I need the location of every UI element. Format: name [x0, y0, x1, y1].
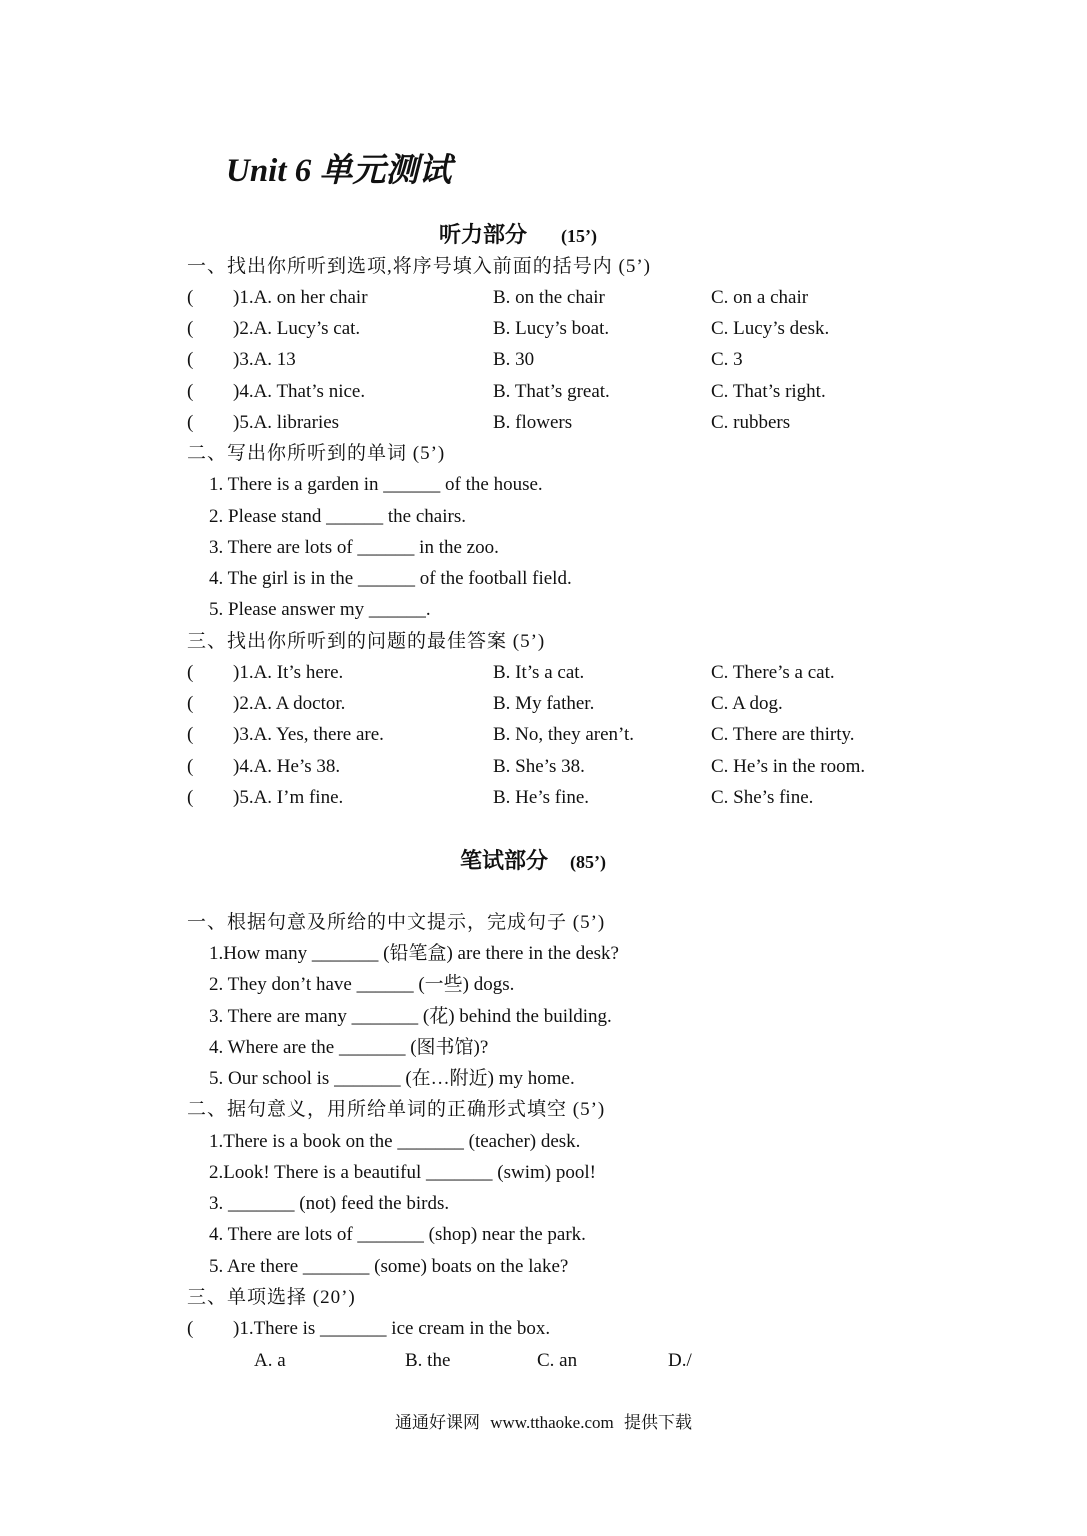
choice-option: D./: [668, 1350, 692, 1371]
listening-part3-heading: 三、找出你所听到的问题的最佳答案 (5’): [187, 631, 546, 652]
answer-bracket[interactable]: (: [187, 756, 194, 777]
option-b: B. Lucy’s boat.: [493, 318, 610, 339]
option-c: C. That’s right.: [711, 381, 826, 402]
page-footer: [0, 1408, 1087, 1433]
answer-bracket[interactable]: (: [187, 787, 194, 808]
page-title: Unit 6 单元测试: [226, 153, 452, 189]
fill-blank-item: 5. Please answer my ______.: [209, 599, 431, 620]
option-a: )2.A. A doctor.: [233, 693, 346, 714]
option-c: C. Lucy’s desk.: [711, 318, 830, 339]
answer-bracket[interactable]: (: [187, 318, 194, 339]
written-part2-heading: 二、据句意义，用所给单词的正确形式填空 (5’): [187, 1099, 606, 1120]
answer-bracket[interactable]: (: [187, 412, 194, 433]
footer-url[interactable]: www.tthaoke.com: [490, 1413, 614, 1432]
footer-site-name: 通通好课网: [394, 1413, 480, 1432]
option-c: C. 3: [711, 349, 743, 370]
fill-blank-item: 5. Are there _______ (some) boats on the lake?: [209, 1256, 569, 1277]
listening-section-header: [439, 218, 597, 249]
option-b: B. on the chair: [493, 287, 605, 308]
fill-blank-item: 2. They don’t have ______ (一些) dogs.: [209, 974, 515, 995]
option-b: B. No, they aren’t.: [493, 724, 635, 745]
option-c: C. A dog.: [711, 693, 783, 714]
fill-blank-item: 1.There is a book on the _______ (teacher) desk.: [209, 1131, 581, 1152]
fill-blank-item: 3. There are many _______ (花) behind the building.: [209, 1006, 612, 1027]
answer-bracket[interactable]: (: [187, 662, 194, 683]
choice-option: B. the: [405, 1350, 451, 1371]
fill-blank-item: 3. There are lots of ______ in the zoo.: [209, 537, 499, 558]
question-stem: )1.There is _______ ice cream in the box.: [233, 1318, 551, 1339]
option-b: B. That’s great.: [493, 381, 610, 402]
answer-bracket[interactable]: (: [187, 349, 194, 370]
option-a: )5.A. I’m fine.: [233, 787, 344, 808]
written-part1-heading: 一、根据句意及所给的中文提示，完成句子 (5’): [187, 912, 606, 933]
choice-option: A. a: [254, 1350, 286, 1371]
written-part3-heading: 三、单项选择 (20’): [187, 1287, 356, 1308]
fill-blank-item: 4. Where are the _______ (图书馆)?: [209, 1037, 489, 1058]
option-b: B. He’s fine.: [493, 787, 590, 808]
listening-part1-heading: 一、找出你所听到选项,将序号填入前面的括号内 (5’): [187, 256, 651, 277]
option-a: )5.A. libraries: [233, 412, 340, 433]
written-section-header: [460, 844, 606, 875]
fill-blank-item: 4. The girl is in the ______ of the football field.: [209, 568, 572, 589]
answer-bracket[interactable]: (: [187, 287, 194, 308]
fill-blank-item: 3. _______ (not) feed the birds.: [209, 1193, 450, 1214]
option-a: )1.A. It’s here.: [233, 662, 344, 683]
option-a: )4.A. He’s 38.: [233, 756, 341, 777]
fill-blank-item: 1.How many _______ (铅笔盒) are there in the desk?: [209, 943, 619, 964]
option-b: B. 30: [493, 349, 535, 370]
written-heading: 笔试部分: [460, 848, 549, 873]
option-b: B. flowers: [493, 412, 573, 433]
option-a: )4.A. That’s nice.: [233, 381, 366, 402]
listening-heading: 听力部分: [439, 222, 528, 247]
option-b: B. It’s a cat.: [493, 662, 585, 683]
fill-blank-item: 5. Our school is _______ (在…附近) my home.: [209, 1068, 575, 1089]
option-c: C. There are thirty.: [711, 724, 855, 745]
written-score: (85’): [570, 852, 606, 872]
option-c: C. She’s fine.: [711, 787, 814, 808]
fill-blank-item: 1. There is a garden in ______ of the house.: [209, 474, 543, 495]
answer-bracket[interactable]: (: [187, 693, 194, 714]
footer-note: 提供下载: [624, 1413, 693, 1432]
listening-score: (15’): [561, 226, 597, 246]
option-b: B. She’s 38.: [493, 756, 585, 777]
choice-option: C. an: [537, 1350, 578, 1371]
fill-blank-item: 4. There are lots of _______ (shop) near the park.: [209, 1224, 586, 1245]
option-a: )1.A. on her chair: [233, 287, 368, 308]
option-a: )2.A. Lucy’s cat.: [233, 318, 361, 339]
answer-bracket[interactable]: (: [187, 381, 194, 402]
option-a: )3.A. Yes, there are.: [233, 724, 384, 745]
option-c: C. rubbers: [711, 412, 791, 433]
option-c: C. There’s a cat.: [711, 662, 835, 683]
option-c: C. He’s in the room.: [711, 756, 866, 777]
answer-bracket[interactable]: (: [187, 724, 194, 745]
option-a: )3.A. 13: [233, 349, 296, 370]
option-c: C. on a chair: [711, 287, 809, 308]
listening-part2-heading: 二、写出你所听到的单词 (5’): [187, 443, 446, 464]
fill-blank-item: 2.Look! There is a beautiful _______ (swim) pool!: [209, 1162, 596, 1183]
fill-blank-item: 2. Please stand ______ the chairs.: [209, 506, 466, 527]
option-b: B. My father.: [493, 693, 595, 714]
answer-bracket[interactable]: (: [187, 1318, 194, 1339]
